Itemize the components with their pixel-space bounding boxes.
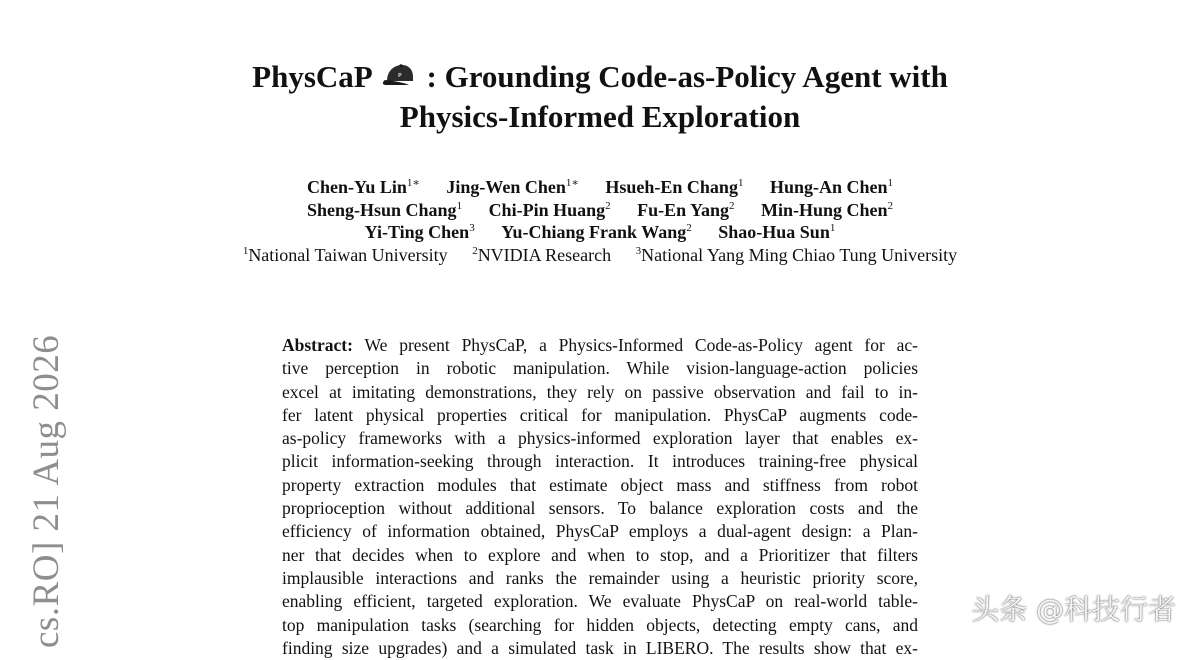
title-line-2: Physics-Informed Exploration (399, 99, 801, 134)
abstract-label: Abstract: (282, 335, 353, 355)
abstract-line: excel at imitating demonstrations, they rely on passive observation and fail to in- (282, 381, 918, 402)
author: Min-Hung Chen$^2$ (760, 199, 894, 220)
abstract-line: enabling efficient, targeted exploration. We evaluate PhysCaP on real-world table- (282, 591, 918, 612)
abstract-line: tive perception in robotic manipulation. While vision-language-action policies (282, 358, 918, 379)
abstract-line: top manipulation tasks (searching for hidden objects, detecting empty cans, and (282, 614, 918, 635)
svg-text:P: P (397, 73, 402, 79)
affiliation: $^1$National Taiwan University (242, 244, 448, 265)
author: Jing-Wen Chen$^{1∗}$ (446, 177, 579, 197)
abstract-line: plicit information-seeking through interaction. It introduces training-free physical (282, 451, 918, 472)
baseball-cap-icon (381, 63, 417, 89)
author: Chen-Yu Lin$^{1∗}$ (307, 177, 420, 197)
author-block (0, 176, 1200, 266)
title-suffix: : Grounding Code-as-Policy Agent with (426, 59, 948, 94)
affiliations (0, 244, 1200, 267)
title-prefix: PhysCaP (252, 59, 372, 94)
abstract-line: Abstract: We present PhysCaP, a Physics-Informed Code-as-Policy agent for ac- (282, 335, 918, 355)
paper-title (0, 57, 1200, 137)
abstract (282, 334, 918, 660)
affiliation: $^2$NVIDIA Research (472, 244, 612, 265)
abstract-line: as-policy frameworks with a physics-informed exploration layer that enables ex- (282, 428, 918, 449)
affiliation: $^3$National Yang Ming Chiao Tung University (635, 244, 958, 265)
author: Hsueh-En Chang$^1$ (605, 177, 744, 197)
watermark: 头条 @科技行者 (971, 593, 1176, 626)
title-line-1 (0, 57, 1200, 97)
arxiv-identifier: cs.RO] 21 Aug 2026 (26, 334, 67, 648)
abstract-line: implausible interactions and ranks the remainder using a heuristic priority score, (282, 567, 918, 588)
author-row (0, 199, 1200, 222)
abstract-line: finding size upgrades) and a simulated task in LIBERO. The results show that ex- (282, 637, 918, 658)
abstract-line: property extraction modules that estimate object mass and stiffness from robot (282, 474, 918, 495)
author-row (0, 176, 1200, 199)
author: Shao-Hua Sun$^1$ (718, 222, 836, 242)
author: Sheng-Hsun Chang$^1$ (306, 199, 463, 220)
abstract-line: efficiency of information obtained, PhysCaP employs a dual-agent design: a Plan- (282, 521, 918, 542)
abstract-line: ner that decides when to explore and when to stop, and a Prioritizer that filters (282, 544, 918, 565)
author: Chi-Pin Huang$^2$ (488, 199, 611, 220)
author: Hung-An Chen$^1$ (769, 177, 893, 197)
author-row (0, 221, 1200, 244)
abstract-line: fer latent physical properties critical for manipulation. PhysCaP augments code- (282, 404, 918, 425)
author: Yi-Ting Chen$^3$ (364, 222, 475, 242)
author: Yu-Chiang Frank Wang$^2$ (501, 222, 692, 242)
abstract-line: proprioception without additional sensors. To balance exploration costs and the (282, 498, 918, 519)
author: Fu-En Yang$^2$ (637, 199, 735, 220)
